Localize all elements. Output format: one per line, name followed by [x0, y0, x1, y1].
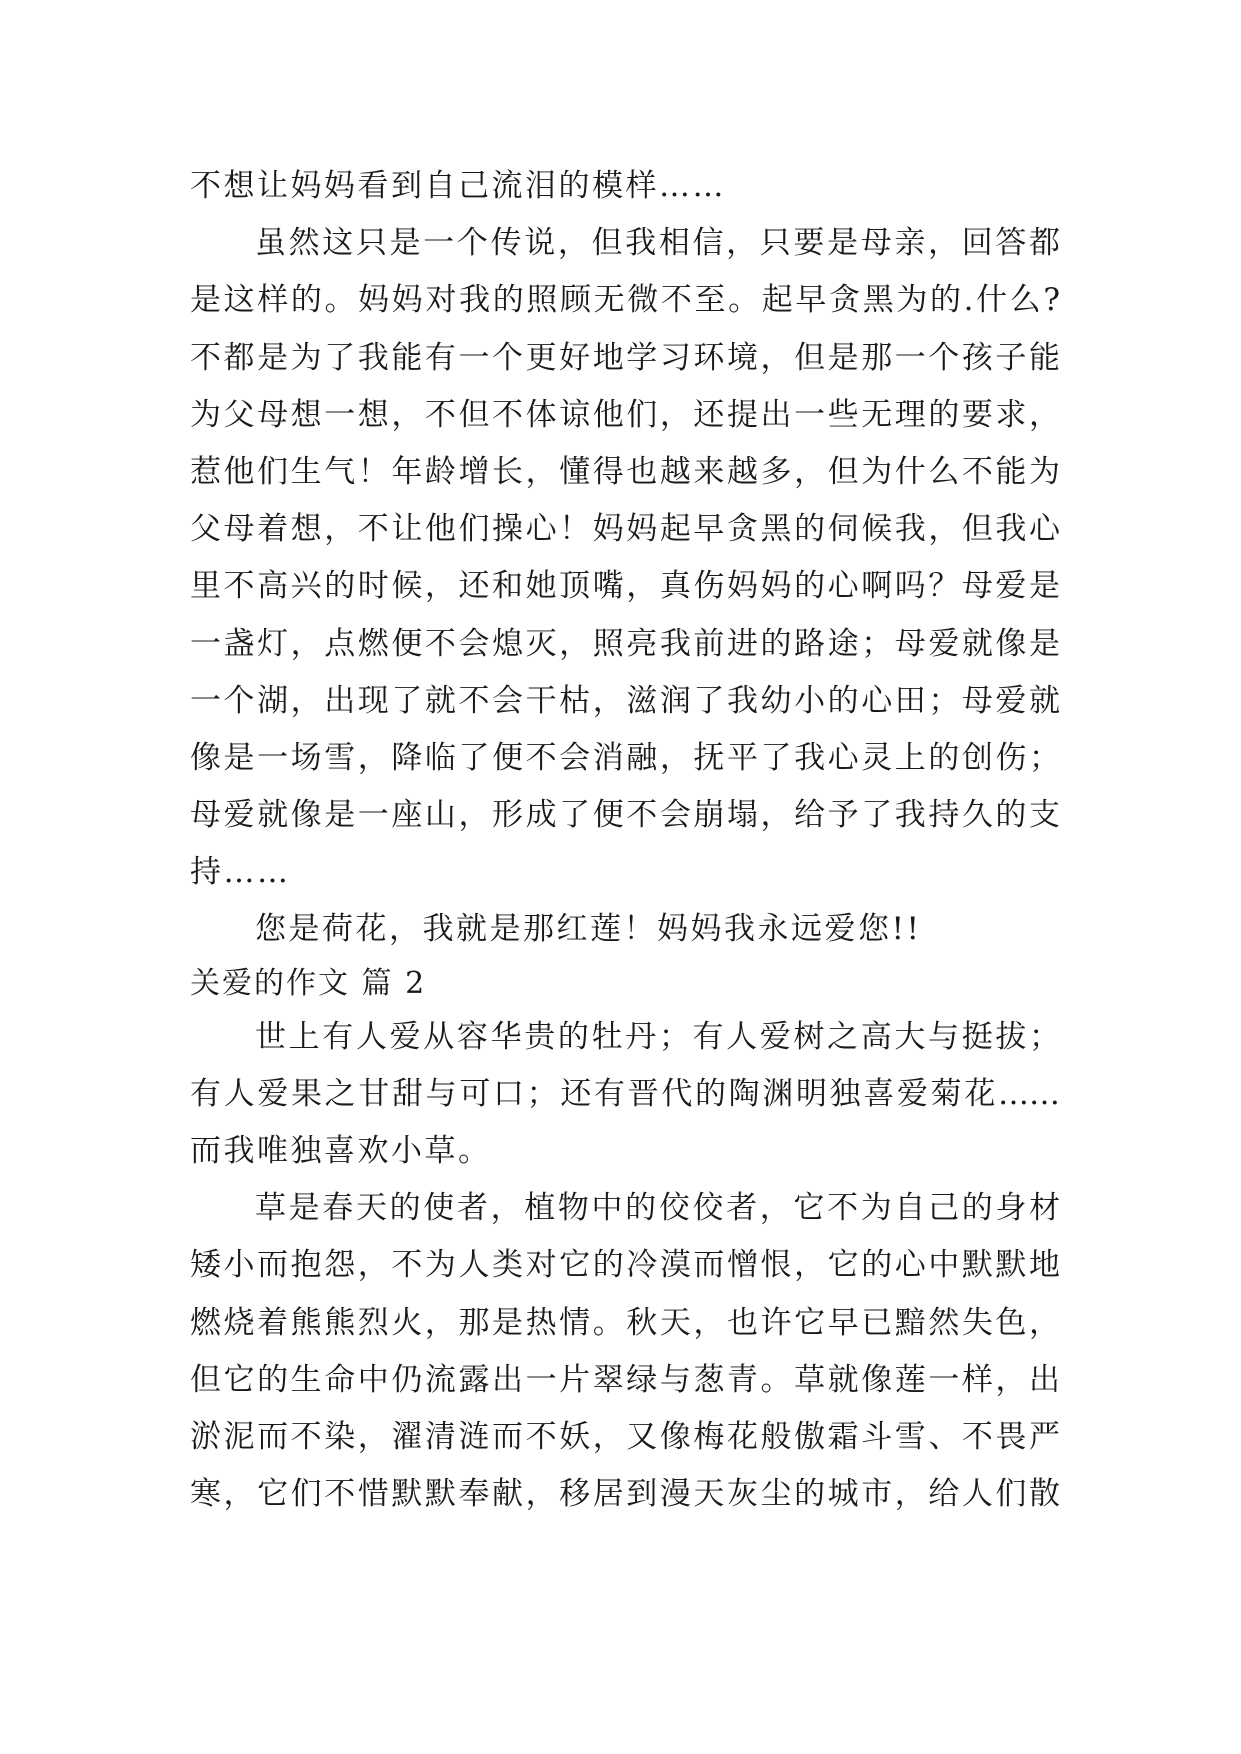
text-line: 寒，它们不惜默默奉献，移居到漫天灰尘的城市，给人们散: [190, 1476, 1060, 1513]
text-line: 持……: [190, 854, 291, 891]
text-line: 不想让妈妈看到自己流泪的模样……: [190, 168, 726, 204]
paragraph-5: [190, 1180, 1060, 1523]
text-line: 而我唯独喜欢小草。: [190, 1133, 492, 1169]
document-body: [190, 158, 1060, 1523]
text-line: 里不高兴的时候，还和她顶嘴，真伤妈妈的心啊吗？母爱是: [190, 568, 1060, 605]
text-line: 草是春天的使者，植物中的佼佼者，它不为自己的身材: [255, 1190, 1060, 1227]
paragraph-1: [190, 158, 1060, 215]
text-line: 有人爱果之甘甜与可口；还有晋代的陶渊明独喜爱菊花……: [190, 1075, 1060, 1112]
paragraph-3: [190, 901, 1060, 958]
text-line: 像是一场雪，降临了便不会消融，抚平了我心灵上的创伤；: [190, 739, 1060, 776]
text-line: 父母着想，不让他们操心！妈妈起早贪黑的伺候我，但我心: [190, 511, 1060, 548]
text-line: 一个湖，出现了就不会干枯，滋润了我幼小的心田；母爱就: [190, 682, 1060, 719]
text-line: 虽然这只是一个传说，但我相信，只要是母亲，回答都: [255, 225, 1060, 262]
text-line: 一盏灯，点燃便不会熄灭，照亮我前进的路途；母爱就像是: [190, 625, 1060, 662]
paragraph-4: [190, 1009, 1060, 1181]
text-line: 矮小而抱怨，不为人类对它的冷漠而憎恨，它的心中默默地: [190, 1247, 1060, 1284]
paragraph-2: [190, 215, 1060, 901]
text-line: 不都是为了我能有一个更好地学习环境，但是那一个孩子能: [190, 339, 1060, 376]
text-line: 您是荷花，我就是那红莲！妈妈我永远爱您!!: [255, 911, 922, 948]
section-heading: 关爱的作文 篇 2: [190, 965, 427, 1001]
text-line: 母爱就像是一座山，形成了便不会崩塌，给予了我持久的支: [190, 797, 1060, 834]
text-line: 世上有人爱从容华贵的牡丹；有人爱树之高大与挺拔；: [255, 1018, 1060, 1055]
text-line: 淤泥而不染，濯清涟而不妖，又像梅花般傲霜斗雪、不畏严: [190, 1418, 1060, 1455]
text-line: 为父母想一想，不但不体谅他们，还提出一些无理的要求，: [190, 396, 1060, 433]
text-line: 但它的生命中仍流露出一片翠绿与葱青。草就像莲一样，出: [190, 1361, 1060, 1398]
text-line: 惹他们生气！年龄增长，懂得也越来越多，但为什么不能为: [190, 453, 1060, 490]
text-line: 燃烧着熊熊烈火，那是热情。秋天，也许它早已黯然失色，: [190, 1304, 1060, 1341]
text-line: 是这样的。妈妈对我的照顾无微不至。起早贪黑为的.什么?: [190, 282, 1060, 319]
